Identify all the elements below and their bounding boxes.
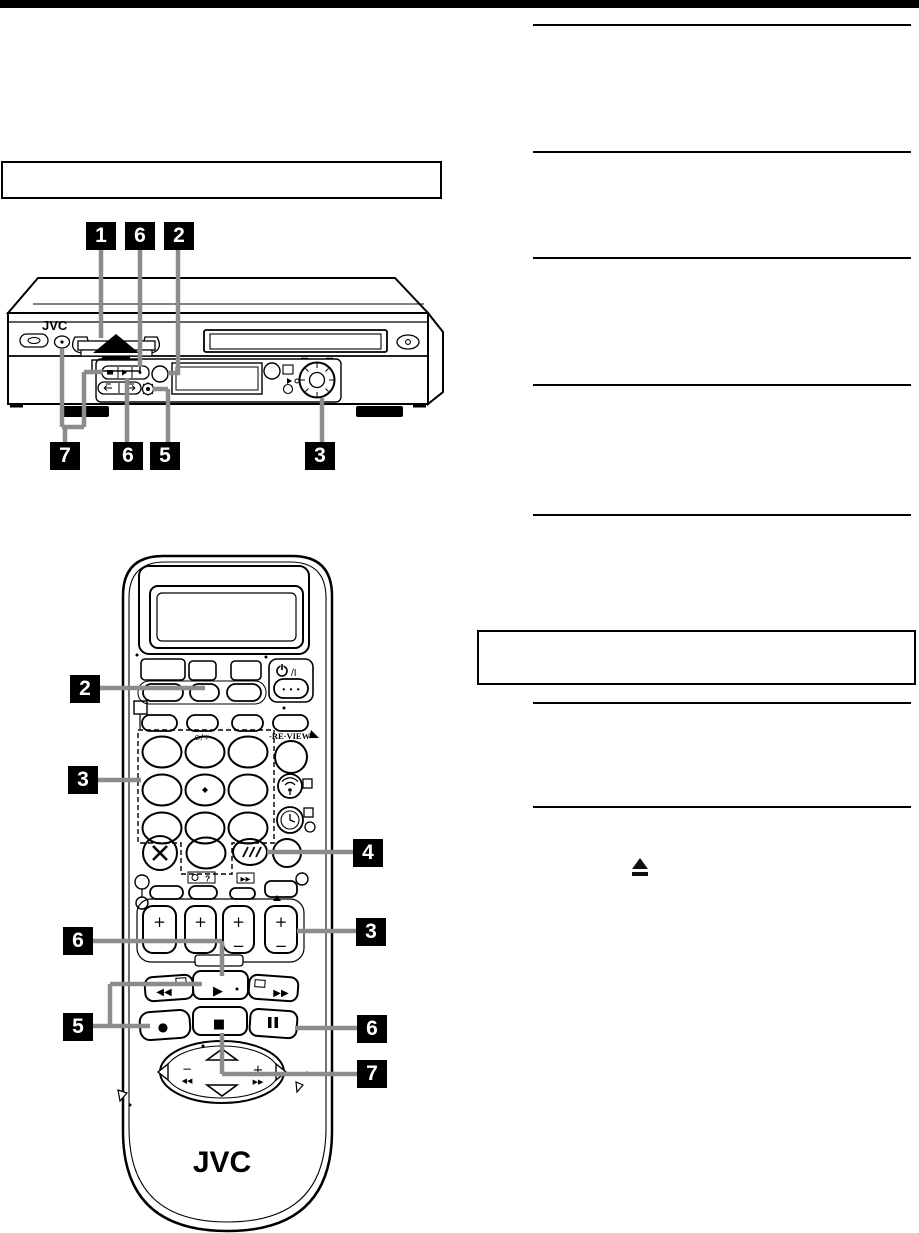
- remote-program-button-3: [227, 684, 261, 701]
- remote-review-button: [273, 715, 308, 731]
- callout-vcr-top-6: 6: [125, 222, 155, 250]
- remote-brand-logo: JVC: [192, 1146, 252, 1179]
- remote-menu-button-3: [232, 715, 263, 731]
- vcr-eject-button: [397, 335, 419, 349]
- remote-menu-button-2: [187, 715, 218, 731]
- callout-remote-channel: 3: [356, 918, 386, 946]
- remote-body: [123, 556, 332, 1231]
- skip-icon: [237, 873, 254, 883]
- remote-figure: [118, 556, 332, 1231]
- vcr-menu-button: [152, 366, 168, 382]
- record-icon: ●: [157, 1020, 169, 1034]
- fast-forward-icon: ▶▶: [273, 988, 289, 999]
- question-label: ?: [205, 873, 211, 884]
- callout-vcr-jog-dial: 3: [305, 442, 335, 470]
- callout-vcr-cassette-slot: 1: [86, 222, 116, 250]
- remote-power-section: [269, 659, 313, 710]
- vcr-brand-logo: JVC: [42, 318, 68, 333]
- dpad-prev-icon: ◀◀: [181, 1077, 193, 1085]
- power-icon: [277, 664, 287, 677]
- vcr-power-button: [20, 334, 48, 347]
- power-label: /I: [291, 668, 297, 679]
- callout-vcr-bottom-5: 5: [150, 442, 180, 470]
- timer-icons-label: ⊙/☼: [194, 733, 210, 742]
- svg-text:▶▶: ▶▶: [240, 875, 251, 883]
- vcr-display-window: [172, 363, 262, 394]
- dpad-left-icon: [158, 1064, 168, 1080]
- callout-remote-record: 5: [63, 1013, 93, 1041]
- svg-text:+: +: [274, 913, 288, 931]
- callout-remote-numpad: 3: [68, 766, 98, 794]
- callout-remote-jog: 4: [353, 839, 383, 867]
- remote-eject-button: [265, 881, 297, 897]
- vcr-right-foot: [356, 406, 403, 417]
- remote-function-button-3: [231, 661, 261, 680]
- cancel-icon: [143, 836, 177, 870]
- review-label: -RE·VIEW: [269, 731, 311, 741]
- clock-icon: [277, 807, 303, 833]
- callout-vcr-bottom-7: 7: [50, 442, 80, 470]
- remote-prog-check-button: [189, 886, 217, 899]
- pause-button: [249, 1008, 298, 1038]
- review-arrow-icon: [309, 730, 319, 738]
- vcr-channel-button: [264, 363, 280, 379]
- remote-function-button-1: [141, 659, 185, 680]
- svg-text:+: +: [232, 913, 245, 931]
- power-button-dots: • • •: [281, 685, 301, 695]
- antenna-icon: [278, 774, 302, 798]
- remote-led-window: [135, 875, 149, 889]
- callout-remote-program: 2: [70, 675, 100, 703]
- remote-function-button-2: [189, 661, 216, 680]
- svg-text:+: +: [194, 913, 207, 931]
- callout-remote-play: 6: [63, 927, 93, 955]
- svg-text:−: −: [274, 937, 288, 955]
- remote-menu-button-1: [142, 715, 177, 731]
- callout-remote-stop: 7: [357, 1060, 387, 1088]
- rewind-icon: ◀◀: [156, 987, 172, 998]
- dpad-plus-label: +: [252, 1063, 264, 1078]
- remote-slide-switch: [195, 955, 243, 966]
- callout-remote-pause: 6: [357, 1015, 387, 1043]
- dpad-minus-label: −: [181, 1062, 193, 1076]
- callout-vcr-bottom-6: 6: [113, 442, 143, 470]
- svg-text:+: +: [153, 913, 166, 931]
- svg-text:−: −: [232, 937, 245, 955]
- dpad-next-icon: ▶▶: [252, 1078, 264, 1086]
- play-icon: ▶: [213, 984, 223, 999]
- vcr-figure: [8, 278, 443, 417]
- stop-icon: ■: [212, 1017, 226, 1032]
- vcr-top-face: [8, 278, 428, 313]
- vcr-side-face: [428, 313, 443, 404]
- remote-zero-button: [187, 838, 226, 869]
- remote-small-pill-1: [150, 886, 183, 899]
- pause-icon: [268, 1017, 278, 1028]
- remote-number-pad: [143, 737, 268, 844]
- remote-review-round-button: [275, 741, 307, 773]
- vcr-record-button: [141, 382, 155, 396]
- dpad-down-icon: [207, 1085, 237, 1096]
- remote-lcd-display: [139, 566, 309, 654]
- eject-marker-icon: [273, 895, 281, 901]
- jog-dial-icon: [300, 359, 335, 398]
- remote-skip-button: [230, 888, 255, 899]
- callout-vcr-top-2: 2: [164, 222, 194, 250]
